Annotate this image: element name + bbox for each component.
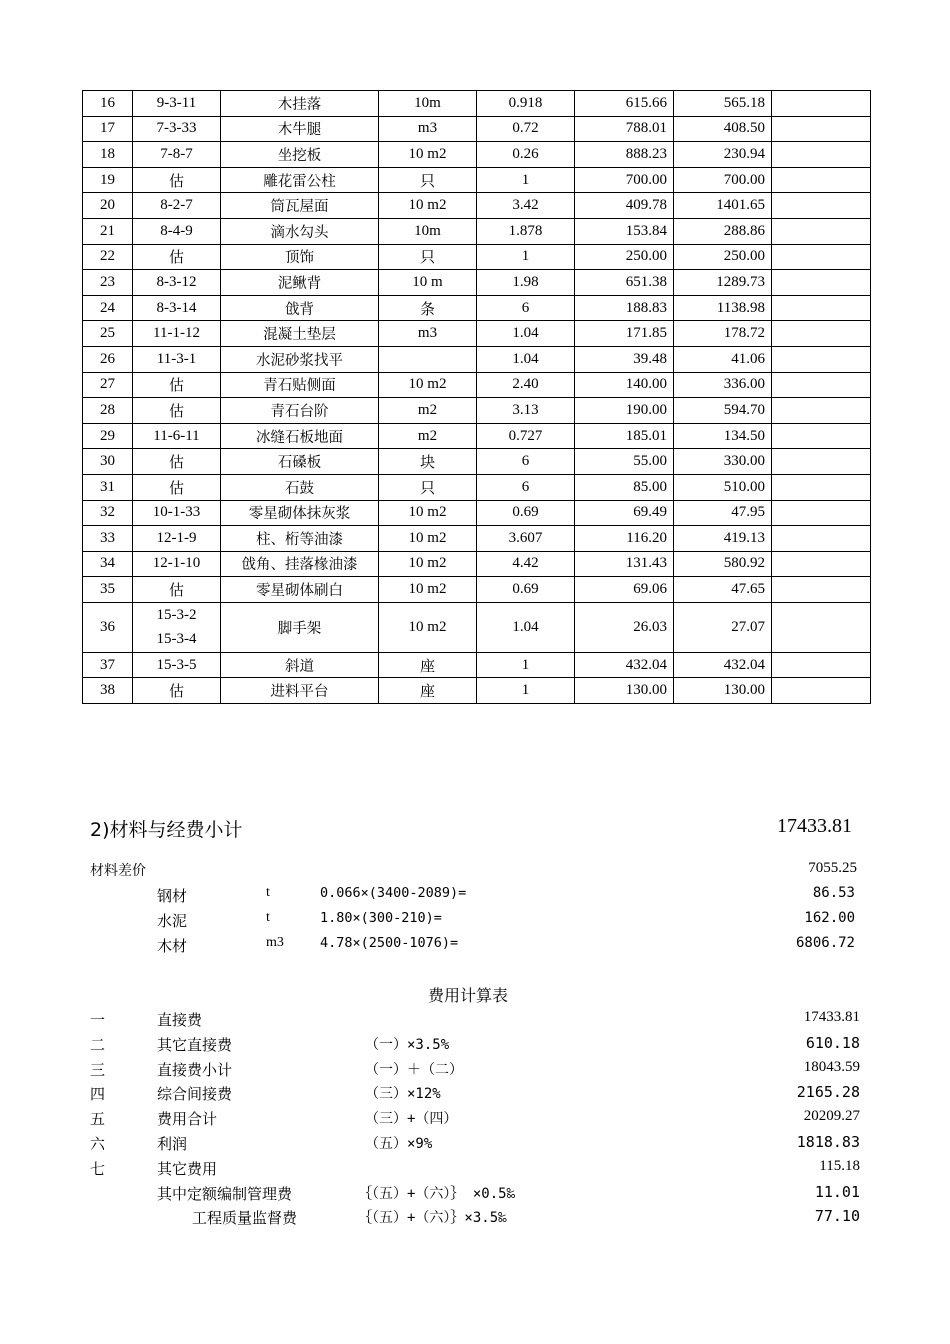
quota-code-cell: 8-2-7 — [133, 193, 221, 219]
item-name-cell: 顶饰 — [221, 244, 379, 270]
amount-cell: 230.94 — [674, 142, 772, 168]
amount-cell: 432.04 — [674, 652, 772, 678]
unit-cell: 10 m2 — [379, 602, 477, 652]
material-name: 木材 — [157, 937, 188, 955]
unit-cell: 只 — [379, 167, 477, 193]
unit-cell: 10 m2 — [379, 142, 477, 168]
fee-formula: （五）×9% — [365, 1136, 433, 1152]
remark-cell — [772, 577, 871, 603]
item-name-cell: 滴水勾头 — [221, 218, 379, 244]
fee-formula: （一）＋（二） — [365, 1061, 463, 1078]
unit-cell: 只 — [379, 244, 477, 270]
unit-cell: 块 — [379, 449, 477, 475]
unit-price-cell: 130.00 — [575, 678, 674, 704]
amount-cell: 580.92 — [674, 551, 772, 577]
quantity-cell: 0.69 — [477, 577, 575, 603]
fee-formula: ｛（五）+（六）｝×3.5‰ — [358, 1210, 507, 1227]
unit-cell: 10 m — [379, 270, 477, 296]
table-row — [83, 577, 871, 603]
unit-price-cell: 651.38 — [575, 270, 674, 296]
unit-price-cell: 700.00 — [575, 167, 674, 193]
quantity-cell: 3.42 — [477, 193, 575, 219]
row-number-cell: 17 — [83, 116, 133, 142]
table-row — [83, 602, 871, 652]
item-name-cell: 柱、桁等油漆 — [221, 526, 379, 552]
unit-cell: 10 m2 — [379, 193, 477, 219]
unit-price-cell: 55.00 — [575, 449, 674, 475]
amount-cell: 1401.65 — [674, 193, 772, 219]
item-name-cell: 青石台阶 — [221, 398, 379, 424]
table-row — [83, 295, 871, 321]
quantity-cell: 2.40 — [477, 372, 575, 398]
amount-cell: 1138.98 — [674, 295, 772, 321]
unit-price-cell: 116.20 — [575, 526, 674, 552]
remark-cell — [772, 423, 871, 449]
material-formula: 0.066×(3400-2089)= — [320, 885, 467, 901]
unit-cell: m3 — [379, 321, 477, 347]
item-name-cell: 雕花雷公柱 — [221, 167, 379, 193]
row-number-cell: 16 — [83, 91, 133, 117]
unit-price-cell: 888.23 — [575, 142, 674, 168]
material-name: 钢材 — [157, 887, 188, 905]
table-row — [83, 346, 871, 372]
fee-number: 二 — [90, 1035, 106, 1054]
quota-code-cell: 8-3-12 — [133, 270, 221, 296]
table-row — [83, 193, 871, 219]
item-name-cell: 零星砌体抹灰浆 — [221, 500, 379, 526]
quota-code-cell: 估 — [133, 678, 221, 704]
fee-number: 六 — [90, 1135, 106, 1153]
unit-cell: 10 m2 — [379, 372, 477, 398]
fee-value: 610.18 — [805, 1033, 860, 1052]
row-number-cell: 23 — [83, 270, 133, 296]
quantity-cell: 1.878 — [477, 218, 575, 244]
item-name-cell: 混凝土垫层 — [221, 321, 379, 347]
quantity-cell: 1.04 — [477, 321, 575, 347]
quota-code-cell: 8-3-14 — [133, 295, 221, 321]
quota-code-cell: 8-4-9 — [133, 218, 221, 244]
remark-cell — [772, 372, 871, 398]
row-number-cell: 20 — [83, 193, 133, 219]
fee-name: 工程质量监督费 — [192, 1209, 298, 1228]
fee-name: 其中定额编制管理费 — [157, 1184, 293, 1203]
fee-name: 费用合计 — [157, 1110, 218, 1129]
fee-value: 1818.83 — [796, 1133, 860, 1151]
row-number-cell: 36 — [83, 602, 133, 652]
section2-title: 2)材料与经费小计 — [90, 819, 243, 841]
fee-value: 18043.59 — [803, 1058, 860, 1075]
quantity-cell: 1 — [477, 678, 575, 704]
item-name-cell: 斜道 — [221, 652, 379, 678]
fee-title: 费用计算表 — [428, 986, 509, 1005]
item-name-cell: 青石贴侧面 — [221, 372, 379, 398]
amount-cell: 47.95 — [674, 500, 772, 526]
quota-code-cell: 11-3-1 — [133, 346, 221, 372]
material-formula: 4.78×(2500-1076)= — [320, 935, 459, 951]
quota-code-cell: 7-3-33 — [133, 116, 221, 142]
quantity-cell: 0.69 — [477, 500, 575, 526]
fee-number: 七 — [90, 1159, 106, 1178]
quota-code-cell: 12-1-10 — [133, 551, 221, 577]
unit-cell: 10 m2 — [379, 526, 477, 552]
row-number-cell: 26 — [83, 346, 133, 372]
unit-price-cell: 171.85 — [575, 321, 674, 347]
amount-cell: 330.00 — [674, 449, 772, 475]
table-row — [83, 526, 871, 552]
quota-code-cell: 估 — [133, 372, 221, 398]
table-row — [83, 91, 871, 117]
estimate-table-body — [83, 91, 871, 704]
quantity-cell: 0.26 — [477, 142, 575, 168]
remark-cell — [772, 270, 871, 296]
quota-code-cell: 估 — [133, 577, 221, 603]
item-name-cell: 冰缝石板地面 — [221, 423, 379, 449]
estimate-table — [82, 90, 871, 704]
remark-cell — [772, 91, 871, 117]
quantity-cell: 4.42 — [477, 551, 575, 577]
item-name-cell: 木牛腿 — [221, 116, 379, 142]
row-number-cell: 30 — [83, 449, 133, 475]
amount-cell: 178.72 — [674, 321, 772, 347]
unit-cell: 座 — [379, 652, 477, 678]
item-name-cell: 坐挖板 — [221, 142, 379, 168]
remark-cell — [772, 551, 871, 577]
amount-cell: 27.07 — [674, 602, 772, 652]
row-number-cell: 33 — [83, 526, 133, 552]
table-row — [83, 398, 871, 424]
row-number-cell: 21 — [83, 218, 133, 244]
quota-code-cell: 估 — [133, 449, 221, 475]
unit-cell: m2 — [379, 398, 477, 424]
unit-cell: 10m — [379, 91, 477, 117]
unit-cell: m3 — [379, 116, 477, 142]
fee-number: 五 — [90, 1110, 106, 1129]
remark-cell — [772, 500, 871, 526]
table-row — [83, 321, 871, 347]
row-number-cell: 28 — [83, 398, 133, 424]
unit-price-cell: 788.01 — [575, 116, 674, 142]
fee-name: 直接费 — [157, 1011, 203, 1029]
item-name-cell: 水泥砂浆找平 — [221, 346, 379, 372]
unit-price-cell: 615.66 — [575, 91, 674, 117]
quota-code-cell: 估 — [133, 167, 221, 193]
remark-cell — [772, 678, 871, 704]
fee-number: 四 — [90, 1085, 106, 1104]
item-name-cell: 脚手架 — [221, 602, 379, 652]
quota-code-cell: 12-1-9 — [133, 526, 221, 552]
table-row — [83, 270, 871, 296]
amount-cell: 250.00 — [674, 244, 772, 270]
quantity-cell: 1.04 — [477, 602, 575, 652]
fee-value: 11.01 — [814, 1182, 860, 1201]
remark-cell — [772, 116, 871, 142]
unit-cell: m2 — [379, 423, 477, 449]
remark-cell — [772, 167, 871, 193]
quantity-cell: 1.04 — [477, 346, 575, 372]
row-number-cell: 27 — [83, 372, 133, 398]
quota-code-cell: 11-6-11 — [133, 423, 221, 449]
remark-cell — [772, 321, 871, 347]
row-number-cell: 31 — [83, 474, 133, 500]
row-number-cell: 38 — [83, 678, 133, 704]
table-row — [83, 372, 871, 398]
quota-code-cell: 估 — [133, 244, 221, 270]
quantity-cell: 1 — [477, 652, 575, 678]
table-row — [83, 167, 871, 193]
quota-code-line: 15-3-4 — [156, 631, 197, 648]
unit-price-cell: 26.03 — [575, 602, 674, 652]
amount-cell: 288.86 — [674, 218, 772, 244]
quantity-cell: 1.98 — [477, 270, 575, 296]
item-name-cell: 零星砌体刷白 — [221, 577, 379, 603]
table-row — [83, 678, 871, 704]
quota-code-cell: 估 — [133, 398, 221, 424]
fee-formula: （三）×12% — [365, 1086, 441, 1103]
item-name-cell: 筒瓦屋面 — [221, 193, 379, 219]
table-row — [83, 244, 871, 270]
material-value: 162.00 — [804, 910, 855, 926]
quota-code-cell: 15-3-5 — [133, 652, 221, 678]
item-name-cell: 戗角、挂落椽油漆 — [221, 551, 379, 577]
item-name-cell: 石磉板 — [221, 449, 379, 475]
unit-price-cell: 432.04 — [575, 652, 674, 678]
unit-cell: 10 m2 — [379, 577, 477, 603]
row-number-cell: 35 — [83, 577, 133, 603]
table-row — [83, 218, 871, 244]
fee-name: 其它费用 — [157, 1159, 218, 1178]
remark-cell — [772, 244, 871, 270]
item-name-cell: 石鼓 — [221, 474, 379, 500]
quantity-cell: 6 — [477, 474, 575, 500]
table-row — [83, 449, 871, 475]
fee-formula: ｛（五）+（六）｝ ×0.5‰ — [358, 1185, 516, 1202]
material-formula: 1.80×(300-210)= — [320, 910, 442, 926]
row-number-cell: 24 — [83, 295, 133, 321]
remark-cell — [772, 526, 871, 552]
amount-cell: 134.50 — [674, 423, 772, 449]
unit-cell — [379, 346, 477, 372]
table-row — [83, 142, 871, 168]
fee-number: 一 — [90, 1011, 106, 1029]
material-value: 86.53 — [812, 885, 855, 901]
unit-price-cell: 190.00 — [575, 398, 674, 424]
quantity-cell: 0.918 — [477, 91, 575, 117]
amount-cell: 700.00 — [674, 167, 772, 193]
unit-cell: 10 m2 — [379, 500, 477, 526]
material-unit: t — [266, 910, 270, 925]
amount-cell: 419.13 — [674, 526, 772, 552]
unit-cell: 只 — [379, 474, 477, 500]
fee-name: 直接费小计 — [157, 1060, 233, 1079]
unit-price-cell: 85.00 — [575, 474, 674, 500]
quantity-cell: 1 — [477, 167, 575, 193]
remark-cell — [772, 295, 871, 321]
amount-cell: 565.18 — [674, 91, 772, 117]
section2-total: 17433.81 — [777, 815, 852, 837]
row-number-cell: 22 — [83, 244, 133, 270]
quantity-cell: 0.727 — [477, 423, 575, 449]
amount-cell: 1289.73 — [674, 270, 772, 296]
amount-cell: 408.50 — [674, 116, 772, 142]
materials-total: 7055.25 — [808, 860, 857, 876]
unit-price-cell: 188.83 — [575, 295, 674, 321]
amount-cell: 41.06 — [674, 346, 772, 372]
quantity-cell: 3.13 — [477, 398, 575, 424]
quantity-cell: 1 — [477, 244, 575, 270]
material-unit: t — [266, 885, 270, 900]
remark-cell — [772, 142, 871, 168]
fee-name: 其它直接费 — [157, 1035, 233, 1054]
amount-cell: 130.00 — [674, 678, 772, 704]
remark-cell — [772, 218, 871, 244]
unit-price-cell: 185.01 — [575, 423, 674, 449]
material-name: 水泥 — [157, 912, 188, 930]
fee-formula: （三）+（四） — [365, 1111, 458, 1128]
amount-cell: 594.70 — [674, 398, 772, 424]
unit-price-cell: 39.48 — [575, 346, 674, 372]
quota-code-cell: 10-1-33 — [133, 500, 221, 526]
remark-cell — [772, 346, 871, 372]
fee-name: 利润 — [157, 1135, 188, 1153]
item-name-cell: 进料平台 — [221, 678, 379, 704]
fee-formula: （一）×3.5% — [365, 1036, 450, 1053]
unit-price-cell: 250.00 — [575, 244, 674, 270]
unit-price-cell: 409.78 — [575, 193, 674, 219]
unit-price-cell: 131.43 — [575, 551, 674, 577]
table-row — [83, 116, 871, 142]
unit-price-cell: 153.84 — [575, 218, 674, 244]
quantity-cell: 6 — [477, 295, 575, 321]
row-number-cell: 19 — [83, 167, 133, 193]
material-value: 6806.72 — [795, 935, 855, 951]
table-row — [83, 500, 871, 526]
materials-label: 材料差价 — [90, 863, 146, 879]
quota-code-cell: 7-8-7 — [133, 142, 221, 168]
remark-cell — [772, 474, 871, 500]
row-number-cell: 25 — [83, 321, 133, 347]
table-row — [83, 474, 871, 500]
quantity-cell: 0.72 — [477, 116, 575, 142]
table-row — [83, 423, 871, 449]
unit-price-cell: 140.00 — [575, 372, 674, 398]
quantity-cell: 6 — [477, 449, 575, 475]
quota-code-cell: 估 — [133, 474, 221, 500]
remark-cell — [772, 449, 871, 475]
unit-cell: 条 — [379, 295, 477, 321]
item-name-cell: 木挂落 — [221, 91, 379, 117]
quota-code-line: 15-3-2 — [156, 607, 197, 624]
table-row — [83, 652, 871, 678]
unit-price-cell: 69.49 — [575, 500, 674, 526]
quota-code-cell: 9-3-11 — [133, 91, 221, 117]
quota-code-cell — [133, 602, 221, 652]
unit-cell: 10 m2 — [379, 551, 477, 577]
remark-cell — [772, 398, 871, 424]
table-row — [83, 551, 871, 577]
fee-value: 2165.28 — [796, 1083, 860, 1102]
remark-cell — [772, 193, 871, 219]
fee-value: 77.10 — [814, 1207, 860, 1226]
material-unit: m3 — [266, 935, 284, 950]
row-number-cell: 18 — [83, 142, 133, 168]
fee-number: 三 — [90, 1060, 106, 1079]
fee-value: 115.18 — [819, 1157, 860, 1174]
unit-cell: 10m — [379, 218, 477, 244]
quota-code-cell: 11-1-12 — [133, 321, 221, 347]
remark-cell — [772, 652, 871, 678]
amount-cell: 510.00 — [674, 474, 772, 500]
remark-cell — [772, 602, 871, 652]
row-number-cell: 37 — [83, 652, 133, 678]
item-name-cell: 戗背 — [221, 295, 379, 321]
row-number-cell: 34 — [83, 551, 133, 577]
amount-cell: 47.65 — [674, 577, 772, 603]
fee-value: 20209.27 — [803, 1108, 860, 1125]
amount-cell: 336.00 — [674, 372, 772, 398]
fee-value: 17433.81 — [803, 1009, 860, 1025]
row-number-cell: 32 — [83, 500, 133, 526]
quantity-cell: 3.607 — [477, 526, 575, 552]
row-number-cell: 29 — [83, 423, 133, 449]
unit-cell: 座 — [379, 678, 477, 704]
item-name-cell: 泥鳅背 — [221, 270, 379, 296]
unit-price-cell: 69.06 — [575, 577, 674, 603]
fee-name: 综合间接费 — [157, 1085, 233, 1104]
